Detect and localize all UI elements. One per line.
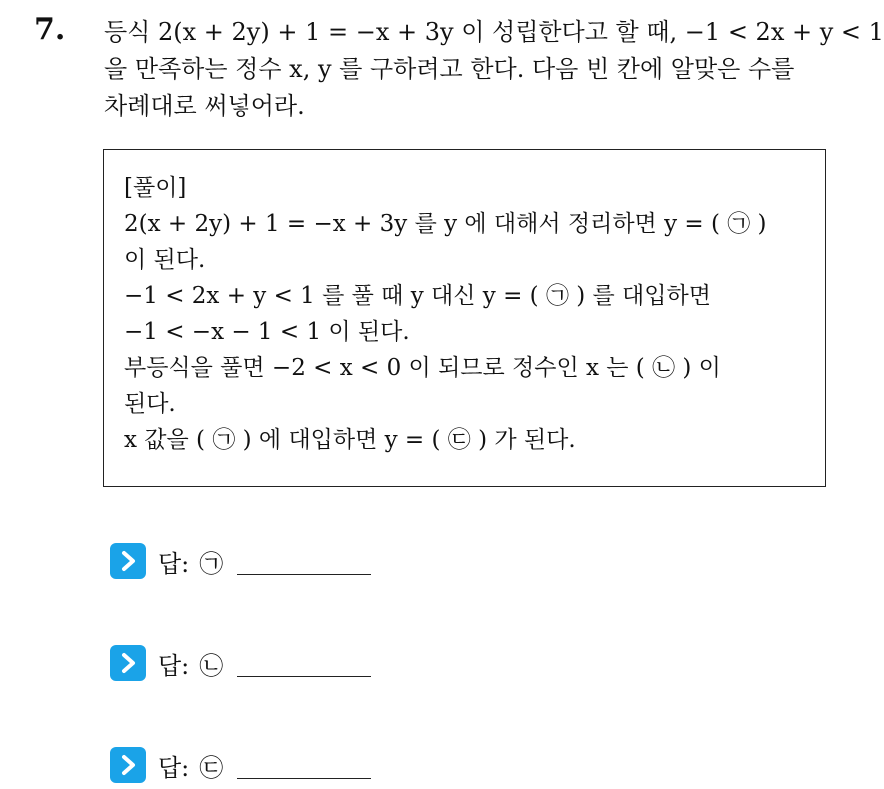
answer-mark: ㉠	[199, 549, 224, 578]
solution-line: 부등식을 풀면 −2 < x < 0 이 되므로 정수인 x 는 ( ㉡ ) 이	[124, 355, 721, 381]
answer-label: 답:	[158, 651, 190, 680]
answer-label: 답:	[158, 549, 190, 578]
solution-line: 이 된다.	[124, 247, 206, 273]
question-line: 차례대로 써넣어라.	[104, 92, 305, 120]
solution-box	[103, 149, 826, 487]
solution-heading: [풀이]	[124, 175, 187, 201]
answer-mark: ㉢	[199, 753, 224, 782]
solution-line: 된다.	[124, 391, 176, 417]
solution-line: −1 < −x − 1 < 1 이 된다.	[124, 319, 410, 345]
solution-line: −1 < 2x + y < 1 를 풀 때 y 대신 y = ( ㉠ ) 를 대입하면	[124, 283, 711, 309]
answer-row-3	[110, 747, 223, 783]
chevron-right-icon	[110, 747, 146, 783]
question-number: 7.	[34, 12, 66, 47]
answer-row-1	[110, 543, 223, 579]
question-line: 을 만족하는 정수 x, y 를 구하려고 한다. 다음 빈 칸에 알맞은 수를	[104, 55, 795, 83]
solution-line: 2(x + 2y) + 1 = −x + 3y 를 y 에 대해서 정리하면 y = ( ㉠ )	[124, 211, 767, 237]
answer-row-2	[110, 645, 223, 681]
answer-label: 답:	[158, 753, 190, 782]
answer-blank-line[interactable]	[237, 778, 371, 779]
question-line: 등식 2(x + 2y) + 1 = −x + 3y 이 성립한다고 할 때, −1 < 2x + y < 1	[104, 18, 884, 46]
answer-mark: ㉡	[199, 651, 224, 680]
answer-blank-line[interactable]	[237, 676, 371, 677]
answer-blank-line[interactable]	[237, 574, 371, 575]
question-text	[104, 14, 884, 125]
solution-line: x 값을 ( ㉠ ) 에 대입하면 y = ( ㉢ ) 가 된다.	[124, 427, 576, 453]
chevron-right-icon	[110, 543, 146, 579]
chevron-right-icon	[110, 645, 146, 681]
